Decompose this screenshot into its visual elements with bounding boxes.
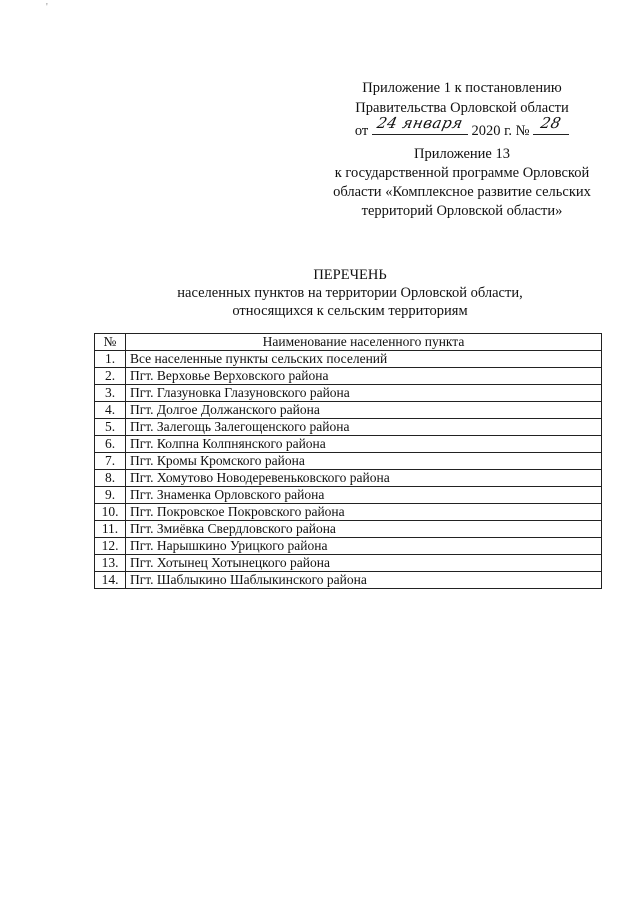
annex-13-line-1: Приложение 13 <box>414 146 510 162</box>
number-field <box>533 114 569 135</box>
table-row <box>95 538 602 555</box>
row-number: 14. <box>95 572 126 589</box>
handwritten-date: 24 января <box>375 114 465 132</box>
row-name: Пгт. Колпна Колпнянского района <box>126 436 602 453</box>
table-row <box>95 385 602 402</box>
handwritten-number: 28 <box>539 114 564 132</box>
row-name: Все населенные пункты сельских поселений <box>126 351 602 368</box>
row-name: Пгт. Змиёвка Свердловского района <box>126 521 602 538</box>
row-number: 4. <box>95 402 126 419</box>
annex-13-line-2: к государственной программе Орловской <box>334 165 590 181</box>
annex-1-date-line <box>312 114 612 141</box>
table-row <box>95 453 602 470</box>
table-row <box>95 402 602 419</box>
row-name: Пгт. Долгое Должанского района <box>126 402 602 419</box>
row-number: 3. <box>95 385 126 402</box>
table-row <box>95 572 602 589</box>
year-and-number-label: 2020 г. № <box>471 123 530 139</box>
table-row <box>95 521 602 538</box>
annex-1-line-1: Приложение 1 к постановлению <box>362 80 562 96</box>
annex-1-line-2: Правительства Орловской области <box>355 100 569 116</box>
row-name: Пгт. Хотынец Хотынецкого района <box>126 555 602 572</box>
row-number: 1. <box>95 351 126 368</box>
table-body <box>95 351 602 589</box>
table-row <box>95 419 602 436</box>
document-title <box>100 266 600 320</box>
table-row <box>95 436 602 453</box>
column-header-name: Наименование населенного пункта <box>126 334 602 351</box>
table-row <box>95 504 602 521</box>
title-line-2: населенных пунктов на территории Орловской области, <box>177 285 523 301</box>
row-name: Пгт. Покровское Покровского района <box>126 504 602 521</box>
row-name: Пгт. Шаблыкино Шаблыкинского района <box>126 572 602 589</box>
title-heading: ПЕРЕЧЕНЬ <box>313 267 387 283</box>
annex-1-header <box>312 78 612 141</box>
row-name: Пгт. Кромы Кромского района <box>126 453 602 470</box>
annex-13-line-4: территорий Орловской области» <box>361 203 563 219</box>
annex-13-line-3: области «Комплексное развитие сельских <box>333 184 591 200</box>
column-header-number: № <box>95 334 126 351</box>
row-name: Пгт. Знаменка Орловского района <box>126 487 602 504</box>
row-number: 5. <box>95 419 126 436</box>
table-header-row <box>95 334 602 351</box>
row-number: 7. <box>95 453 126 470</box>
table-row <box>95 487 602 504</box>
row-name: Пгт. Хомутово Новодеревеньковского района <box>126 470 602 487</box>
row-name: Пгт. Залегощь Залегощенского района <box>126 419 602 436</box>
row-number: 10. <box>95 504 126 521</box>
title-line-3: относящихся к сельским территориям <box>232 303 468 319</box>
row-name: Пгт. Верховье Верховского района <box>126 368 602 385</box>
table-row <box>95 351 602 368</box>
row-number: 8. <box>95 470 126 487</box>
table-row <box>95 555 602 572</box>
date-field <box>372 114 468 135</box>
row-number: 13. <box>95 555 126 572</box>
row-number: 9. <box>95 487 126 504</box>
table-row <box>95 470 602 487</box>
scan-mark: ' <box>46 2 48 13</box>
row-number: 2. <box>95 368 126 385</box>
row-number: 6. <box>95 436 126 453</box>
from-prefix: от <box>354 123 369 139</box>
row-number: 11. <box>95 521 126 538</box>
table-row <box>95 368 602 385</box>
annex-13-header <box>312 145 612 221</box>
settlements-table <box>94 333 602 589</box>
row-name: Пгт. Нарышкино Урицкого района <box>126 538 602 555</box>
row-number: 12. <box>95 538 126 555</box>
row-name: Пгт. Глазуновка Глазуновского района <box>126 385 602 402</box>
